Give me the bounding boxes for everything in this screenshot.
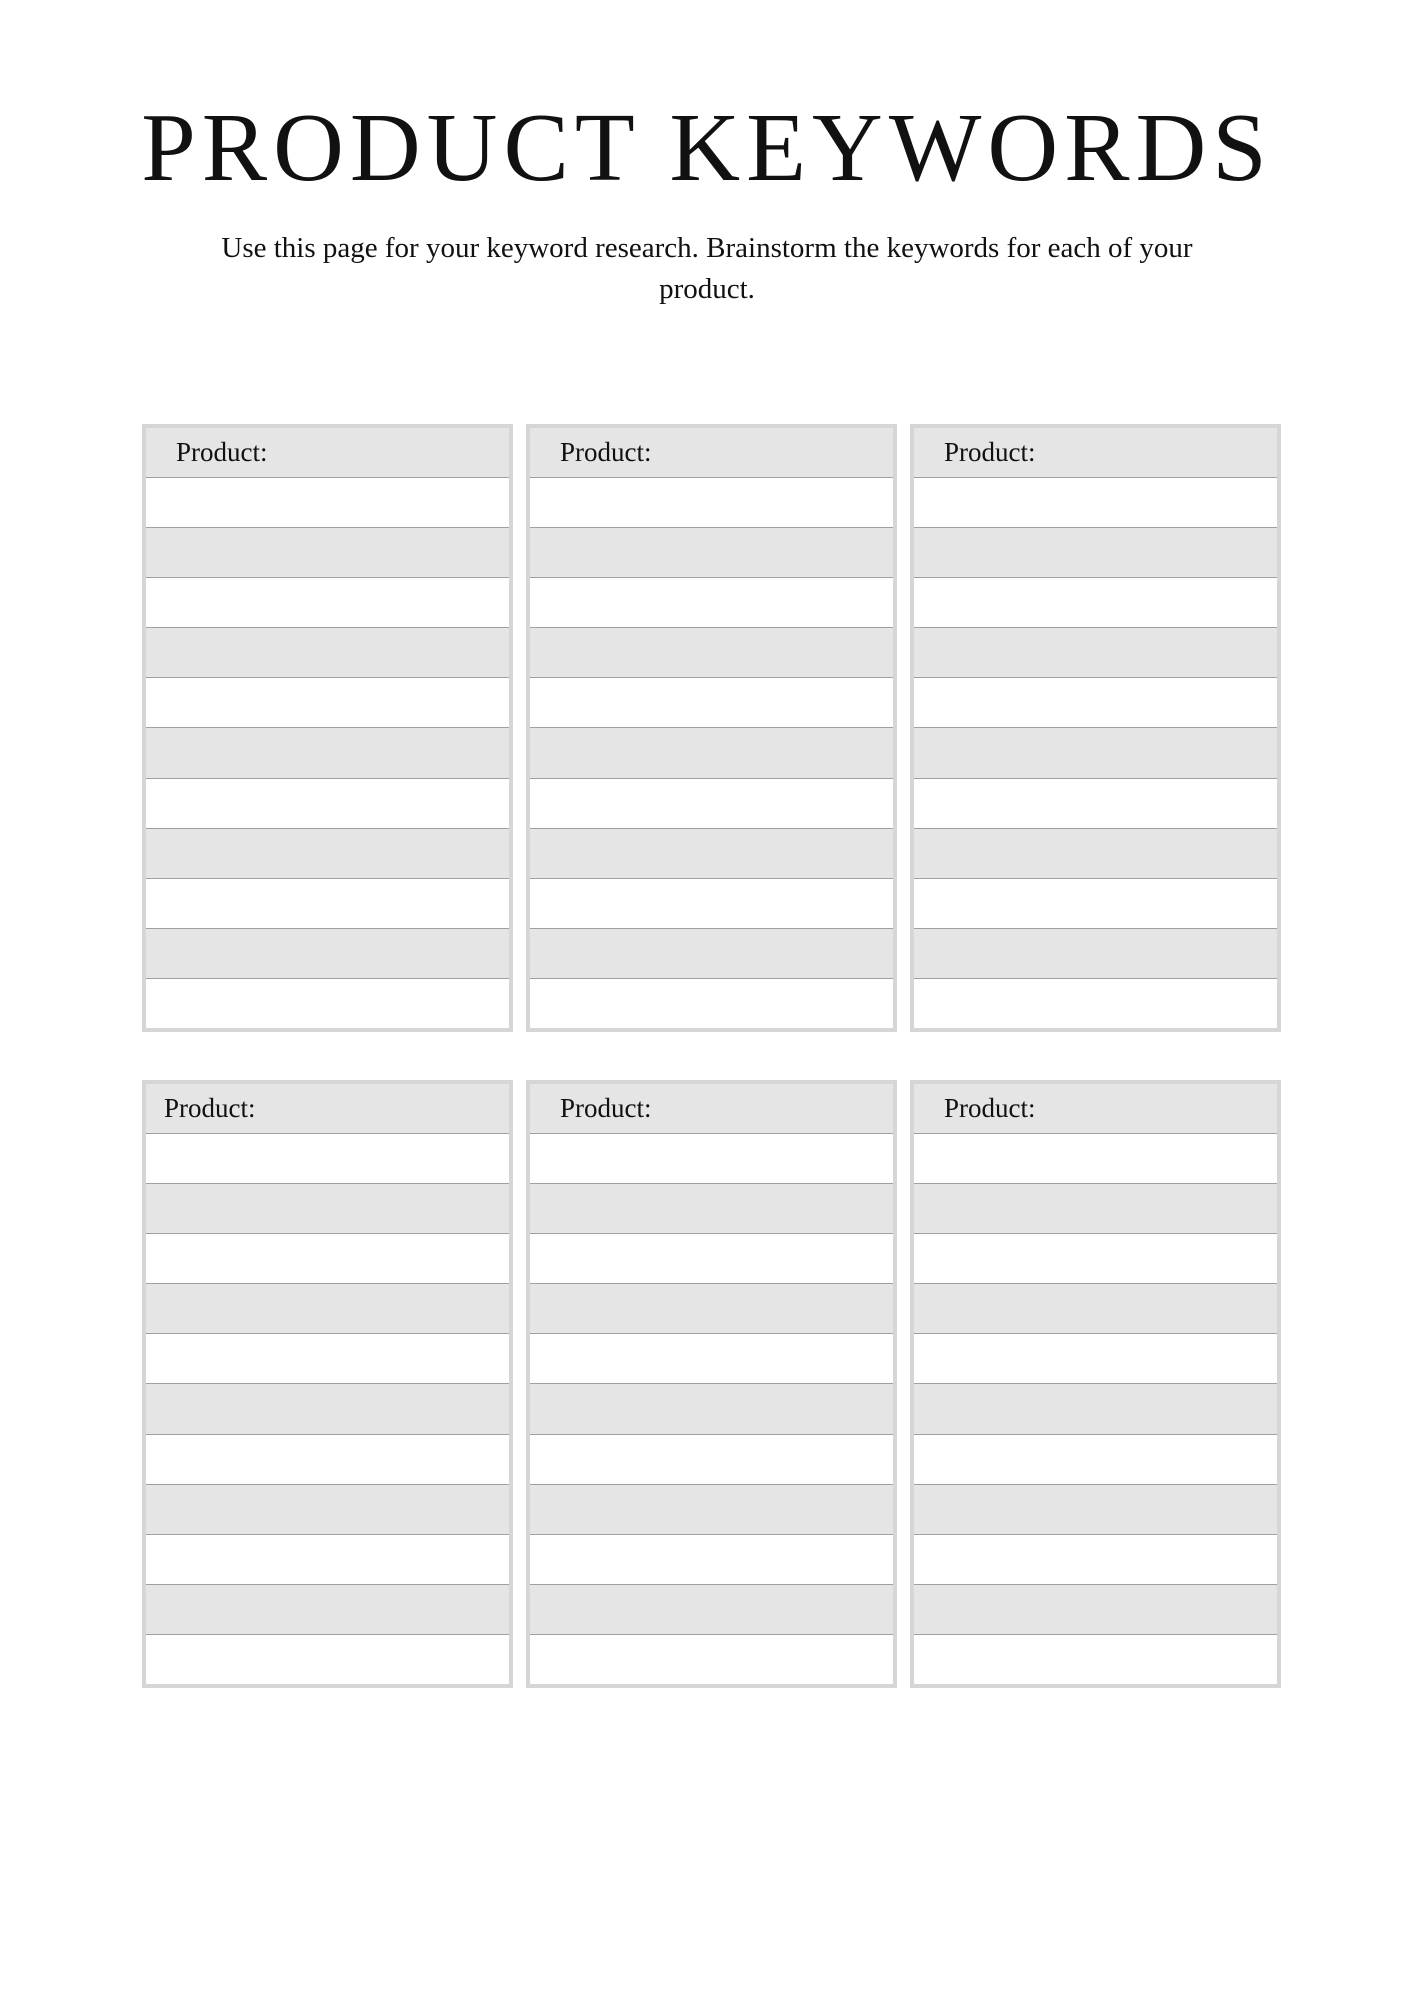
keyword-row[interactable]	[530, 1384, 893, 1434]
keyword-row[interactable]	[914, 628, 1277, 678]
keyword-row[interactable]	[146, 1585, 509, 1635]
keyword-row[interactable]	[914, 1635, 1277, 1684]
keyword-row[interactable]	[914, 1585, 1277, 1635]
keyword-row[interactable]	[914, 478, 1277, 528]
keyword-row[interactable]	[530, 1635, 893, 1684]
keyword-row[interactable]	[914, 979, 1277, 1028]
keyword-row[interactable]	[914, 1234, 1277, 1284]
keyword-row[interactable]	[146, 1535, 509, 1585]
keyword-row[interactable]	[146, 829, 509, 879]
keyword-row[interactable]	[914, 1435, 1277, 1485]
product-name-field[interactable]: Product:	[914, 428, 1277, 478]
keyword-row[interactable]	[146, 728, 509, 778]
keyword-row[interactable]	[146, 478, 509, 528]
keyword-row[interactable]	[530, 1134, 893, 1184]
product-name-field[interactable]: Product:	[146, 1084, 509, 1134]
keyword-row[interactable]	[146, 678, 509, 728]
keyword-table	[142, 1080, 513, 1688]
keyword-row[interactable]	[914, 879, 1277, 929]
keyword-row[interactable]	[530, 628, 893, 678]
product-name-field[interactable]: Product:	[530, 428, 893, 478]
keyword-row[interactable]	[530, 829, 893, 879]
keyword-row[interactable]	[146, 929, 509, 979]
keyword-table	[142, 424, 513, 1032]
keyword-row[interactable]	[146, 1485, 509, 1535]
keyword-row[interactable]	[914, 1184, 1277, 1234]
product-name-field[interactable]: Product:	[530, 1084, 893, 1134]
page-instructions: Use this page for your keyword research. Brainstorm the keywords for each of your product.	[221, 232, 1193, 305]
keyword-row[interactable]	[914, 779, 1277, 829]
keyword-row[interactable]	[146, 1334, 509, 1384]
keyword-row[interactable]	[914, 829, 1277, 879]
keyword-row[interactable]	[146, 979, 509, 1028]
keyword-table	[526, 424, 897, 1032]
keyword-row[interactable]	[146, 1284, 509, 1334]
keyword-row[interactable]	[530, 779, 893, 829]
keyword-row[interactable]	[914, 1384, 1277, 1434]
keyword-row[interactable]	[914, 1334, 1277, 1384]
keyword-row[interactable]	[914, 728, 1277, 778]
product-name-field[interactable]: Product:	[914, 1084, 1277, 1134]
keyword-row[interactable]	[530, 879, 893, 929]
keyword-row[interactable]	[530, 1334, 893, 1384]
keyword-table	[910, 424, 1281, 1032]
keyword-row[interactable]	[146, 1234, 509, 1284]
keyword-row[interactable]	[146, 779, 509, 829]
keyword-row[interactable]	[530, 478, 893, 528]
keyword-row[interactable]	[530, 678, 893, 728]
keyword-table	[526, 1080, 897, 1688]
keyword-row[interactable]	[530, 1184, 893, 1234]
keyword-row[interactable]	[914, 1284, 1277, 1334]
page-title: PRODUCT KEYWORDS	[141, 94, 1273, 202]
keyword-row[interactable]	[530, 1535, 893, 1585]
keyword-row[interactable]	[530, 578, 893, 628]
keyword-row[interactable]	[530, 528, 893, 578]
keyword-row[interactable]	[530, 1284, 893, 1334]
keyword-row[interactable]	[530, 1485, 893, 1535]
keyword-row[interactable]	[146, 879, 509, 929]
keyword-table	[910, 1080, 1281, 1688]
keyword-row[interactable]	[530, 1234, 893, 1284]
keyword-row[interactable]	[530, 1435, 893, 1485]
keyword-row[interactable]	[146, 1435, 509, 1485]
keyword-row[interactable]	[530, 1585, 893, 1635]
keyword-row[interactable]	[146, 1384, 509, 1434]
product-name-field[interactable]: Product:	[146, 428, 509, 478]
keyword-row[interactable]	[146, 1635, 509, 1684]
keyword-row[interactable]	[146, 1134, 509, 1184]
keyword-row[interactable]	[914, 528, 1277, 578]
keyword-row[interactable]	[914, 1485, 1277, 1535]
keyword-row[interactable]	[914, 678, 1277, 728]
keyword-row[interactable]	[146, 578, 509, 628]
keyword-row[interactable]	[146, 628, 509, 678]
keyword-row[interactable]	[530, 728, 893, 778]
keyword-row[interactable]	[914, 578, 1277, 628]
keyword-row[interactable]	[530, 979, 893, 1028]
keyword-row[interactable]	[146, 528, 509, 578]
keyword-row[interactable]	[530, 929, 893, 979]
keyword-row[interactable]	[914, 1535, 1277, 1585]
keyword-row[interactable]	[914, 1134, 1277, 1184]
keyword-row[interactable]	[914, 929, 1277, 979]
keyword-row[interactable]	[146, 1184, 509, 1234]
